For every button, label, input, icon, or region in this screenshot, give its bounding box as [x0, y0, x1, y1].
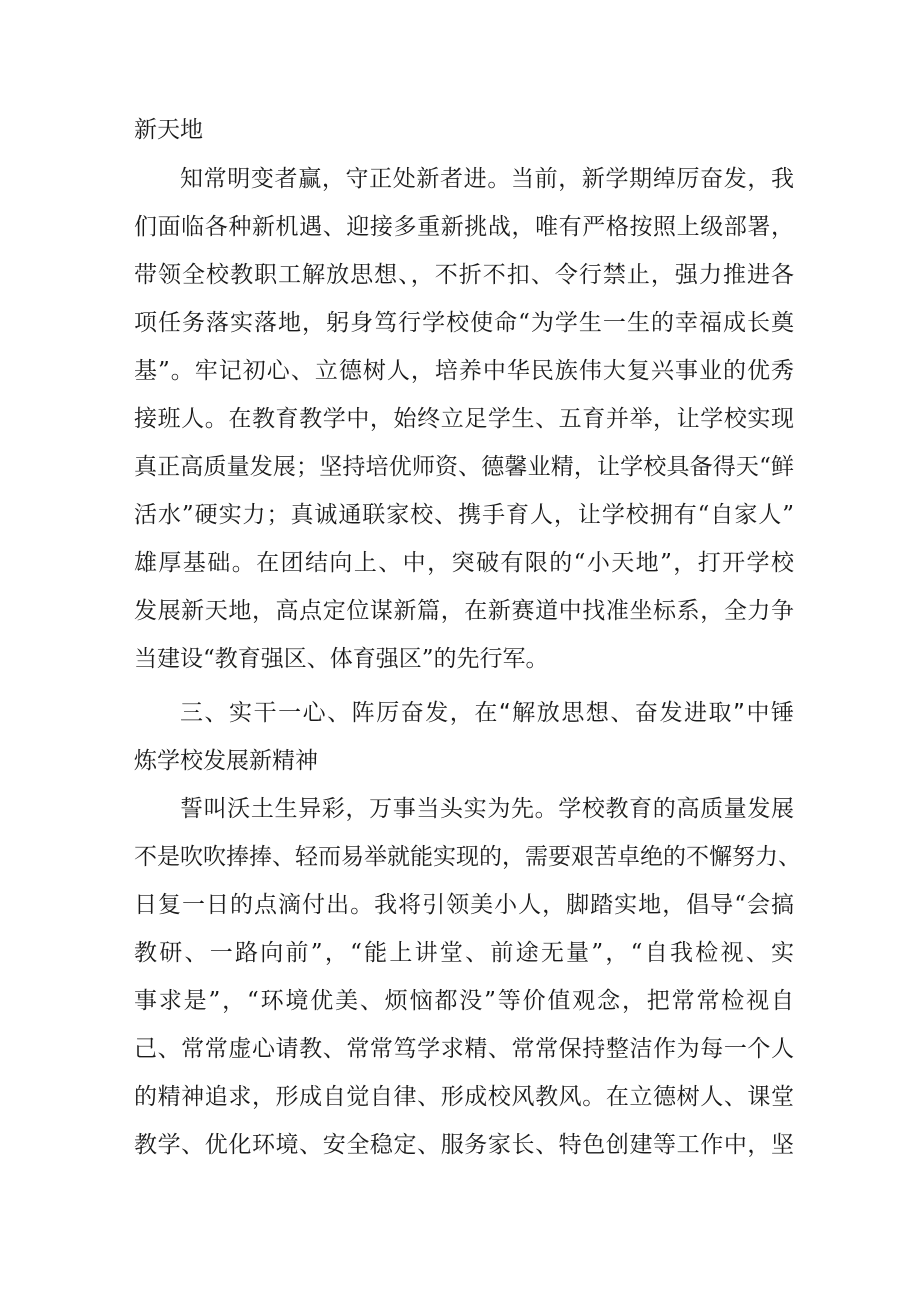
paragraph-line: 教学、优化环境、安全稳定、服务家长、特色创建等工作中，坚 — [134, 1132, 794, 1158]
paragraph-line: 事求是”，“环境优美、烦恼都没”等价值观念，把常常检视自 — [134, 988, 794, 1014]
paragraph-line: 们面临各种新机遇、迎接多重新挑战，唯有严格按照上级部署， — [134, 214, 794, 240]
paragraph-line: 带领全校教职工解放思想、，不折不扣、令行禁止，强力推进各 — [134, 262, 794, 288]
paragraph-line: 的精神追求，形成自觉自律、形成校风教风。在立德树人、课堂 — [134, 1084, 794, 1110]
paragraph-line: 真正高质量发展；坚持培优师资、德馨业精，让学校具备得天“鲜 — [134, 454, 794, 480]
paragraph-line: 日复一日的点滴付出。我将引领美小人，脚踏实地，倡导“会搞 — [134, 892, 794, 918]
paragraph-line: 教研、一路向前”，“能上讲堂、前途无量”，“自我检视、实 — [134, 940, 794, 966]
paragraph-line: 知常明变者赢，守正处新者进。当前，新学期绰厉奋发，我 — [180, 166, 794, 192]
paragraph-line: 项任务落实落地，躬身笃行学校使命“为学生一生的幸福成长奠 — [134, 310, 794, 336]
section-heading-line: 三、实干一心、阵厉奋发，在“解放思想、奋发进取”中锤 — [180, 700, 794, 726]
paragraph-line: 誓叫沃土生异彩，万事当头实为先。学校教育的高质量发展 — [180, 796, 794, 822]
paragraph-line: 当建设“教育强区、体育强区”的先行军。 — [134, 646, 549, 672]
paragraph-line: 基”。牢记初心、立德树人，培养中华民族伟大复兴事业的优秀 — [134, 358, 794, 384]
paragraph-line: 不是吹吹捧捧、轻而易举就能实现的，需要艰苦卓绝的不懈努力、 — [134, 844, 801, 870]
section-heading-line: 炼学校发展新精神 — [134, 748, 318, 774]
section-heading-line: 新天地 — [134, 117, 203, 143]
paragraph-line: 接班人。在教育教学中，始终立足学生、五育并举，让学校实现 — [134, 406, 794, 432]
paragraph-line: 发展新天地，高点定位谋新篇，在新赛道中找准坐标系，全力争 — [134, 598, 794, 624]
paragraph-line: 己、常常虚心请教、常常笃学求精、常常保持整洁作为每一个人 — [134, 1036, 794, 1062]
paragraph-line: 雄厚基础。在团结向上、中，突破有限的“小天地”，打开学校 — [134, 550, 794, 576]
paragraph-line: 活水”硬实力；真诚通联家校、携手育人，让学校拥有“自家人” — [134, 502, 794, 528]
